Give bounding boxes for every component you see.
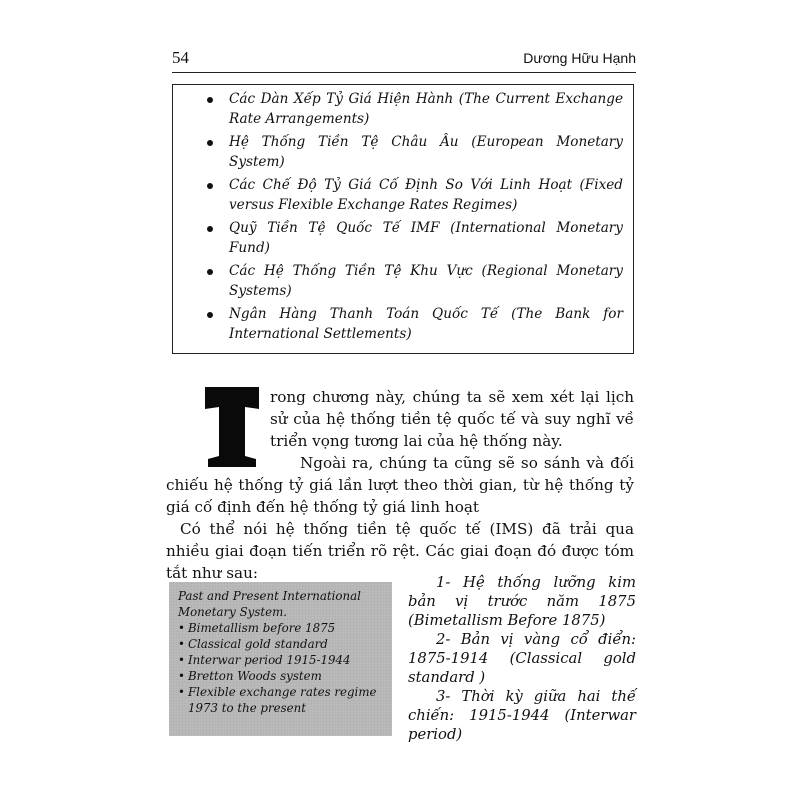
topic-item	[229, 175, 623, 215]
chapter-topics-box	[172, 84, 634, 354]
page-number: 54	[172, 48, 189, 67]
comparison-paragraph: Ngoài ra, chúng ta cũng sẽ so sánh và đối chiếu hệ thống tỷ giá lần lượt theo thời gian, từ hệ thống tỷ giá cố định đến hệ thống tỷ giá linh hoạt	[166, 454, 634, 516]
page-header	[172, 48, 636, 73]
stage-item: 1- Hệ thống lưỡng kim bản vị trước năm 1875 (Bimetallism Before 1875)	[408, 574, 636, 629]
stages-list	[408, 573, 636, 744]
bullet-icon	[207, 269, 213, 275]
topic-item	[229, 304, 623, 344]
sidebar-title: Past and Present International Monetary System.	[178, 589, 361, 619]
sidebar-summary-box	[169, 582, 392, 736]
bullet-icon	[207, 140, 213, 146]
topic-item	[229, 132, 623, 172]
sidebar-item: • Flexible exchange rates regime 1973 to the present	[178, 684, 382, 716]
chapter-topics-list	[173, 85, 633, 344]
topic-text: Hệ Thống Tiền Tệ Châu Âu (European Monetary System)	[229, 134, 623, 170]
topic-text: Quỹ Tiền Tệ Quốc Tế IMF (International Monetary Fund)	[229, 220, 623, 256]
intro-paragraph: rong chương này, chúng ta sẽ xem xét lại lịch sử của hệ thống tiền tệ quốc tế và suy nghĩ về triển vọng tương lai của hệ thống này.	[270, 388, 634, 450]
topic-text: Các Chế Độ Tỷ Giá Cố Định So Với Linh Hoạt (Fixed versus Flexible Exchange Rates Regimes)	[229, 177, 623, 213]
running-head-author: Dương Hữu Hạnh	[523, 50, 636, 66]
sidebar-item: • Classical gold standard	[178, 636, 382, 652]
topic-item	[229, 89, 623, 129]
bullet-icon	[207, 97, 213, 103]
topic-text: Các Hệ Thống Tiền Tệ Khu Vực (Regional Monetary Systems)	[229, 263, 623, 299]
bullet-icon	[207, 312, 213, 318]
bullet-icon	[207, 226, 213, 232]
drop-cap-letter: T	[1, 183, 2, 184]
stages-intro-paragraph: Có thể nói hệ thống tiền tệ quốc tế (IMS) đã trải qua nhiều giai đoạn tiến triển rõ rệt. Các giai đoạn đó được tóm tắt như sau:	[166, 520, 634, 582]
topic-item	[229, 218, 623, 258]
sidebar-item: • Bretton Woods system	[178, 668, 382, 684]
sidebar-item: • Bimetallism before 1875	[178, 620, 382, 636]
stage-item: 2- Bản vị vàng cổ điển: 1875-1914 (Classical gold standard )	[408, 631, 636, 686]
bullet-icon	[207, 183, 213, 189]
topic-text: Các Dàn Xếp Tỷ Giá Hiện Hành (The Current Exchange Rate Arrangements)	[229, 91, 623, 127]
sidebar-list	[178, 620, 382, 716]
stage-item: 3- Thời kỳ giữa hai thế chiến: 1915-1944 (Interwar period)	[408, 688, 636, 743]
sidebar-item: • Interwar period 1915-1944	[178, 652, 382, 668]
topic-text: Ngân Hàng Thanh Toán Quốc Tế (The Bank for International Settlements)	[229, 306, 623, 342]
topic-item	[229, 261, 623, 301]
